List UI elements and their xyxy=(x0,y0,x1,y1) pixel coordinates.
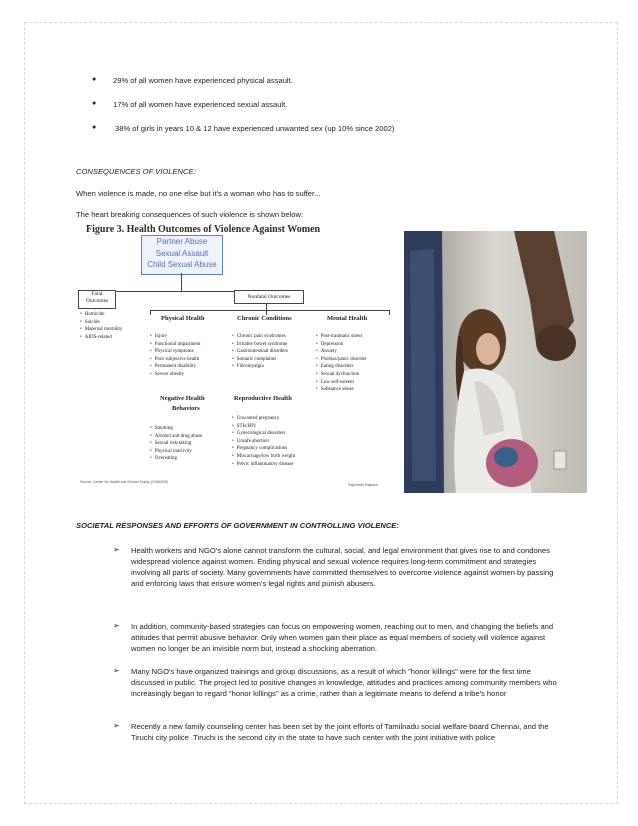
photo-credit: Pajeshstin Rajkishr xyxy=(348,483,378,487)
paragraph-community-strategies: In addition, community-based strategies can focus on empowering women, reaching out to men, and changing the beliefs and attitudes that permit abusive behavior. Only when women gain their place as equal members of society will violence against women no longer be an invisible norm but, instead a shocking aberration. xyxy=(131,622,554,653)
list-item: • Chronic pain syndromes xyxy=(232,333,288,341)
list-item: • Phobias/panic disorder xyxy=(316,356,366,364)
arrow-bullet-icon: ➢ xyxy=(113,666,120,675)
list-item: • Permanent disability xyxy=(150,363,200,371)
abuse-types-box xyxy=(141,235,223,275)
list-item: • Miscarriage/low birth weight xyxy=(232,453,295,461)
consequences-heading: CONSEQUENCES OF VIOLENCE: xyxy=(76,167,196,176)
list-item: • Injury xyxy=(150,333,200,341)
bullet-dot: ● xyxy=(92,76,97,83)
connector-line xyxy=(150,310,390,311)
connector-line xyxy=(181,273,182,291)
photo-illustration xyxy=(404,231,587,493)
list-item: • AIDS-related xyxy=(80,334,122,342)
list-item: • Depression xyxy=(316,341,366,349)
list-item: • Functional impairment xyxy=(150,341,200,349)
reproductive-health-list xyxy=(232,415,295,468)
stat-unwanted-sex: 38% of girls in years 10 & 12 have experienced unwanted sex (up 10% since 2002) xyxy=(115,124,395,133)
stat-sexual-assault: 17% of all women have experienced sexual assault. xyxy=(113,100,288,109)
list-item: • Irritable bowel syndrome xyxy=(232,341,288,349)
consequences-figure-caption: The heart breaking consequences of such violence is shown below: xyxy=(76,210,304,219)
list-item: • Fibromyalgia xyxy=(232,363,288,371)
list-item: • Sexual dysfunction xyxy=(316,371,366,379)
list-item: • Low self-esteem xyxy=(316,379,366,387)
list-item: • Anxiety xyxy=(316,348,366,356)
abuse-type: Child Sexual Abuse xyxy=(147,260,217,269)
connector-line xyxy=(150,310,151,315)
list-item: • Gynecological disorders xyxy=(232,430,295,438)
negative-behaviors-heading: Behaviors xyxy=(172,405,200,412)
list-item: • Physical inactivity xyxy=(150,448,202,456)
physical-health-heading: Physical Health xyxy=(161,315,205,322)
list-item: • Eating disorders xyxy=(316,363,366,371)
list-item: • Sexual risk-taking xyxy=(150,440,202,448)
consequences-intro: When violence is made, no one else but it's a woman who has to suffer... xyxy=(76,189,321,198)
list-item: • Post-traumatic stress xyxy=(316,333,366,341)
list-item: • STIs/HIV xyxy=(232,423,295,431)
nonfatal-outcomes-box: Nonfatal Outcomes xyxy=(234,290,304,304)
list-item: • Suicide xyxy=(80,319,122,327)
arrow-bullet-icon: ➢ xyxy=(113,545,120,554)
mental-health-list xyxy=(316,333,366,394)
paragraph-health-workers: Health workers and NGO's alone cannot transform the cultural, social, and legal environment that gives rise to and condones widespread violence against women. Ending physical and sexual violence requires long-term commitment and strategies involving all parts of society. Many governments have committed themselves to overcome violence against women by passing and enforcing laws that ensure women's legal rights and punish abusers. xyxy=(131,546,554,588)
figure-source: Source: Center for Health and Gender Equity (CHANGE) xyxy=(80,480,169,484)
fatal-label: Fatal xyxy=(91,291,103,297)
negative-behaviors-list xyxy=(150,425,202,463)
bullet-dot: ● xyxy=(92,124,97,131)
stat-physical-assault: 29% of all women have experienced physical assault. xyxy=(113,76,293,85)
figure-title: Figure 3. Health Outcomes of Violence Against Women xyxy=(86,224,321,235)
arrow-bullet-icon: ➢ xyxy=(113,621,120,630)
list-item: • Poor subjective health xyxy=(150,356,200,364)
list-item: • Alcohol and drug abuse xyxy=(150,433,202,441)
abuse-type: Sexual Assault xyxy=(155,248,209,258)
list-item: • Maternal mortality xyxy=(80,326,122,334)
societal-heading: SOCIETAL RESPONSES AND EFFORTS OF GOVERNMENT IN CONTROLLING VIOLENCE: xyxy=(76,521,399,530)
paragraph-ngo-trainings: Many NGO's have organized trainings and group discussions, as a result of which "honor killings" were for the first time discussed in public. The project led to positive changes in knowledge, attitudes and practices among community members who increasingly began to regard "honor killings" as a crime, rather than a legitimate means to defend a tribe's honor xyxy=(131,667,557,698)
list-item: • Gastrointestinal disorders xyxy=(232,348,288,356)
fatal-outcomes-list xyxy=(80,311,122,341)
paragraph-counseling-center: Recently a new family counseling center has been set by the joint efforts of Tamilnadu social welfare board Chennai, and the Tiruchi city police .Tiruchi is the second city in the state to have such center with the joint initiative with police xyxy=(131,722,549,742)
physical-health-list xyxy=(150,333,200,379)
abuse-type: Partner Abuse xyxy=(156,237,208,246)
health-outcomes-figure xyxy=(76,224,394,494)
chronic-conditions-heading: Chronic Conditions xyxy=(237,315,292,322)
distressed-woman-photo xyxy=(404,231,587,493)
list-item: • Smoking xyxy=(150,425,202,433)
list-item: • Somatic complaints xyxy=(232,356,288,364)
list-item: • Homicide xyxy=(80,311,122,319)
reproductive-health-heading: Reproductive Health xyxy=(234,395,292,402)
connector-line xyxy=(389,310,390,315)
list-item: • Pregnancy complications xyxy=(232,445,295,453)
bullet-dot: ● xyxy=(92,100,97,107)
list-item: • Pelvic inflammatory disease xyxy=(232,461,295,469)
list-item: • Severe obesity xyxy=(150,371,200,379)
list-item: • Physical symptoms xyxy=(150,348,200,356)
mental-health-heading: Mental Health xyxy=(327,315,368,322)
fatal-label: Outcomes xyxy=(85,298,109,304)
negative-behaviors-heading: Negative Health xyxy=(160,395,205,402)
fatal-outcomes-box xyxy=(78,290,116,309)
list-item: • Unsafe abortion xyxy=(232,438,295,446)
list-item: • Unwanted pregnancy xyxy=(232,415,295,423)
chronic-conditions-list xyxy=(232,333,288,371)
list-item: • Overeating xyxy=(150,455,202,463)
list-item: • Substance abuse xyxy=(316,386,366,394)
arrow-bullet-icon: ➢ xyxy=(113,721,120,730)
